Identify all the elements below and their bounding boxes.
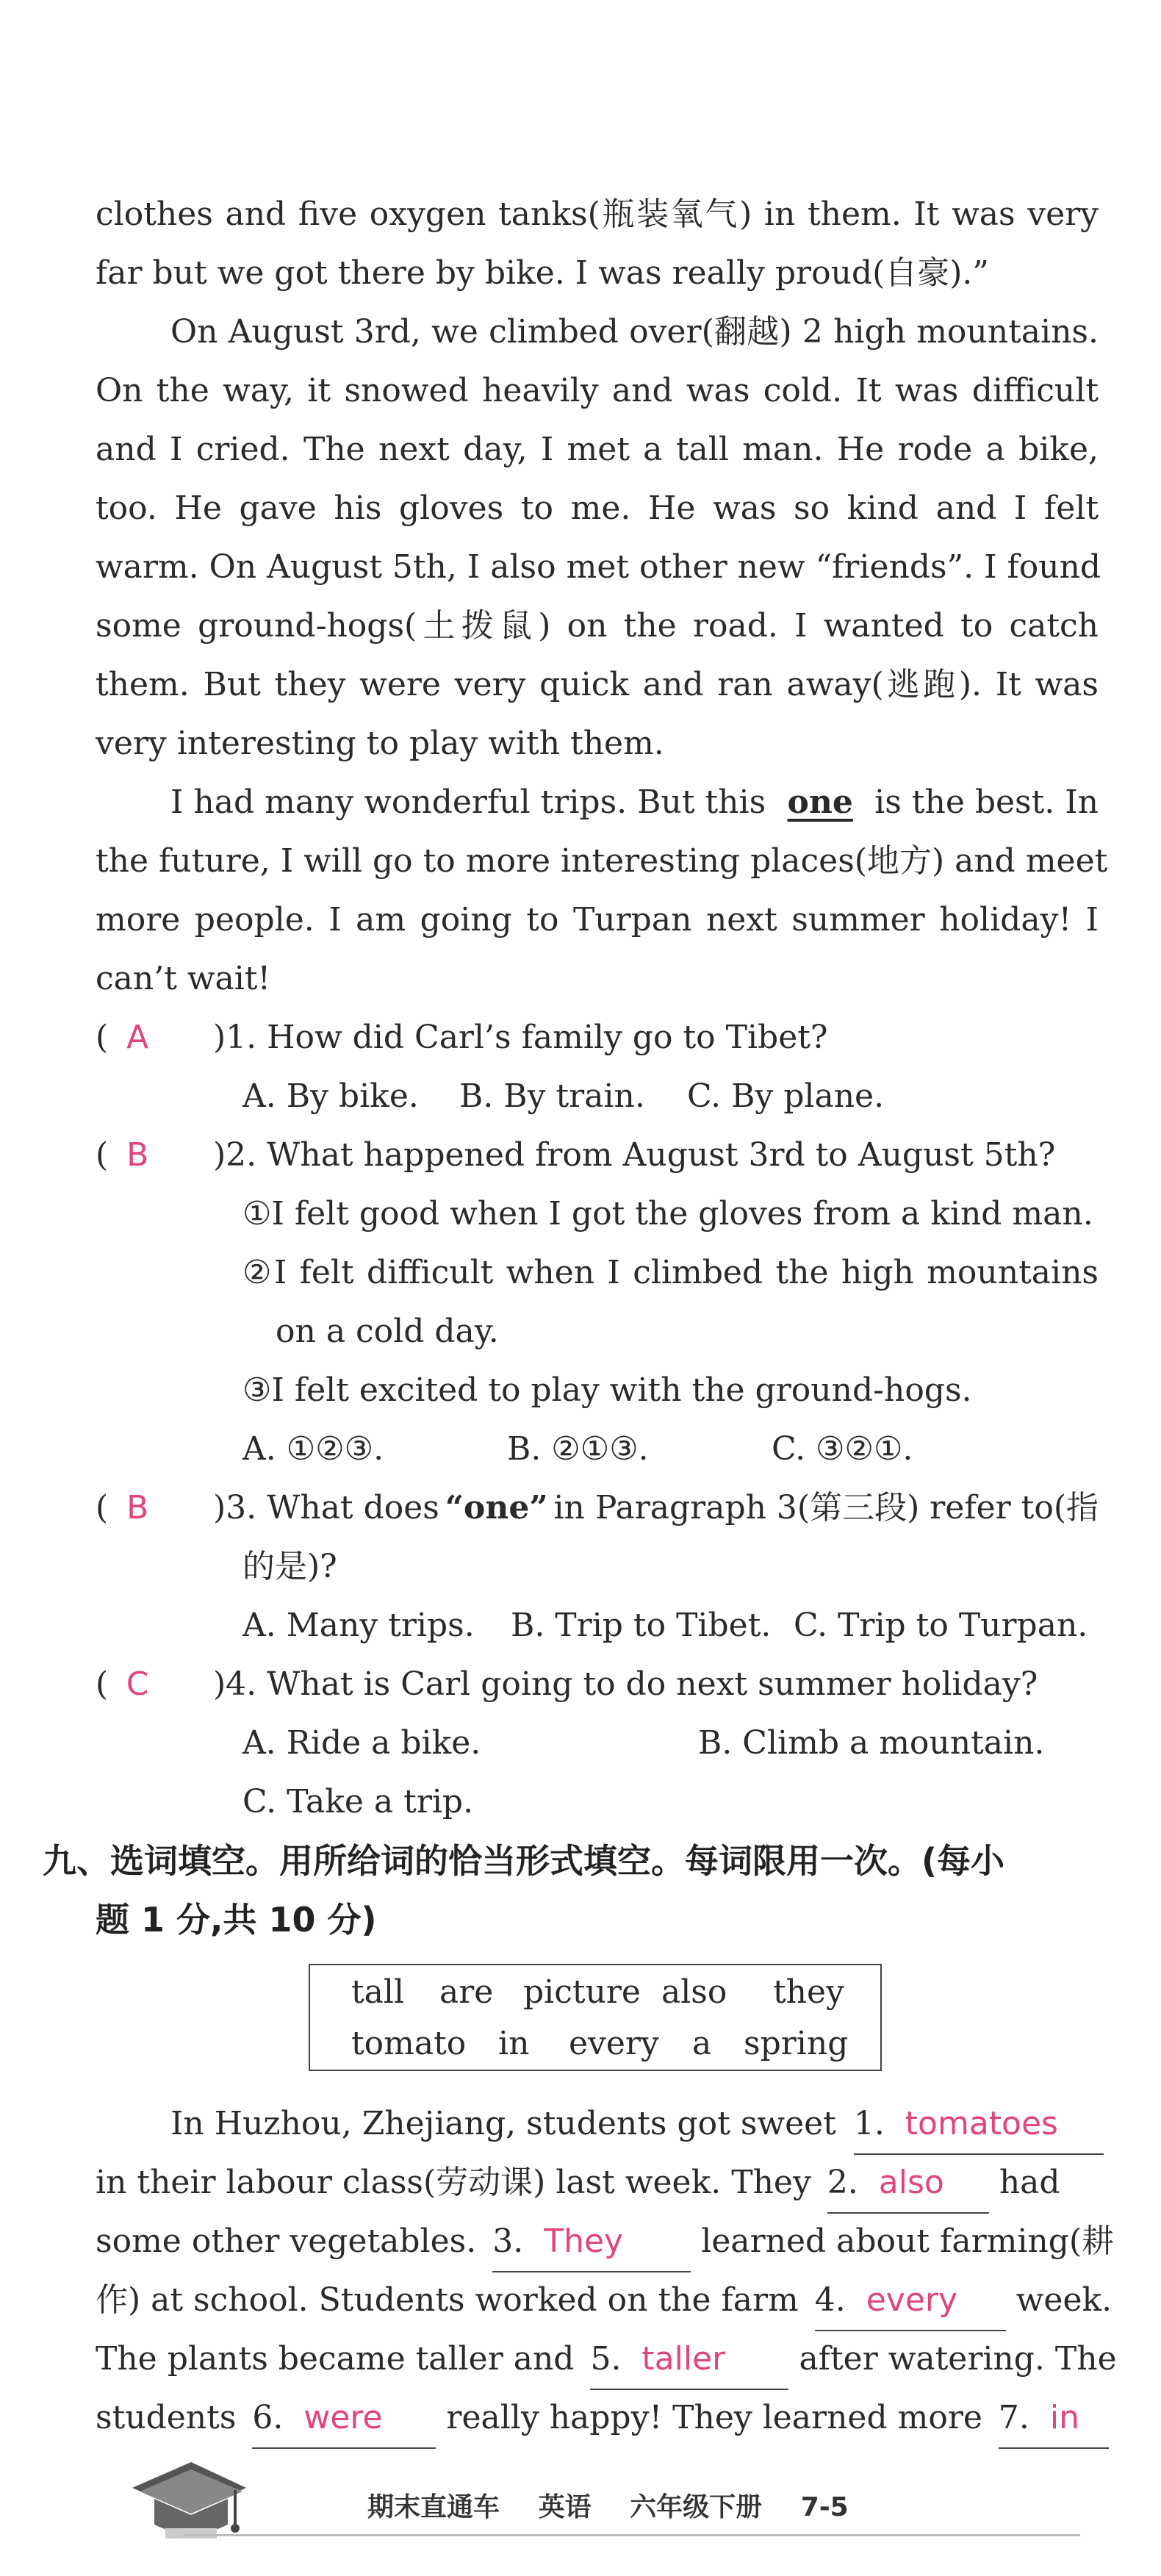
page-footer — [367, 2486, 878, 2530]
passage-line: I had many wonderful trips. But this one is the best. In — [170, 773, 1099, 832]
option-b: B. Trip to Tibet. — [511, 1607, 772, 1644]
blank-2: 2. also — [827, 2153, 989, 2214]
word-bank-box — [309, 1964, 882, 2071]
word-bank-word: picture — [523, 1973, 641, 2011]
fill-line: some other vegetables. 3. They learned about farming(耕 — [96, 2212, 1114, 2272]
option-a: A. Many trips. — [242, 1607, 475, 1644]
question-4-options — [242, 1714, 1044, 1773]
option-a: A. Ride a bike. — [242, 1724, 481, 1762]
answer-4: C — [126, 1665, 149, 1703]
answer-2: B — [126, 1136, 149, 1174]
passage-line: them. But they were very quick and ran away(逃跑). It was — [96, 666, 1099, 703]
passage-line: warm. On August 5th, I also met other new “friends”. I found — [96, 548, 1101, 586]
blank-5: 5. taller — [590, 2330, 788, 2390]
footer-subject: 英语 — [538, 2492, 592, 2522]
blank-answer: were — [303, 2399, 383, 2436]
word-bank-word: tomato — [351, 2025, 467, 2062]
blank-3: 3. They — [492, 2212, 691, 2272]
question-2-options — [242, 1420, 913, 1479]
statement-item: on a cold day. — [276, 1313, 499, 1350]
section-heading: 九、选词填空。用所给词的恰当形式填空。每词限用一次。(每小 — [43, 1841, 1005, 1881]
blank-4: 4. every — [815, 2271, 1006, 2331]
question-3-stem-cont: 的是)? — [242, 1548, 337, 1585]
passage-line: more people. I am going to Turpan next summer holiday! I — [96, 901, 1099, 939]
blank-1: 1. tomatoes — [854, 2095, 1104, 2155]
passage-line: On August 3rd, we climbed over(翻越) 2 high mountains. — [170, 313, 1099, 351]
statement-item: ①I felt good when I got the gloves from a kind man. — [242, 1195, 1093, 1233]
passage-line: very interesting to play with them. — [96, 725, 664, 762]
option-b: B. By train. — [459, 1077, 645, 1115]
word-bank-word: are — [439, 1973, 494, 2011]
statement-item: ②I felt difficult when I climbed the high mountains — [242, 1254, 1099, 1291]
word-bank-word: they — [773, 1973, 844, 2011]
option-c: C. ③②①. — [772, 1430, 913, 1468]
passage-line: some ground-hogs(土拨鼠) on the road. I wanted to catch — [96, 607, 1099, 645]
word-bank-word: also — [661, 1973, 727, 2011]
blank-answer: taller — [641, 2340, 726, 2378]
blank-answer: tomatoes — [905, 2105, 1058, 2142]
fill-line: students 6. were really happy! They learned more 7. in — [96, 2389, 1109, 2449]
passage-line: too. He gave his gloves to me. He was so kind and I felt — [96, 489, 1099, 527]
passage-line: far but we got there by bike. I was really proud(自豪).” — [96, 254, 989, 292]
option-a: A. By bike. — [242, 1077, 419, 1115]
word-bank-word: in — [498, 2025, 530, 2062]
answer-1: A — [126, 1019, 149, 1056]
fill-line: in their labour class(劳动课) last week. They 2. also had — [96, 2153, 1060, 2214]
option-b: B. Climb a mountain. — [698, 1724, 1045, 1762]
option-c: C. Take a trip. — [242, 1783, 474, 1820]
blank-answer: in — [1049, 2399, 1079, 2436]
blank-7: 7. in — [999, 2389, 1109, 2449]
question-3: ( B )3. What does “one” in Paragraph 3(第三段) refer to(指 — [96, 1479, 1099, 1538]
underlined-word-one: one — [787, 783, 853, 821]
footer-page: 7-5 — [800, 2492, 849, 2522]
question-1-options — [242, 1067, 884, 1126]
section-heading-cont: 题 1 分,共 10 分) — [96, 1900, 377, 1940]
blank-answer: every — [866, 2281, 958, 2319]
statement-item: ③I felt excited to play with the ground-hogs. — [242, 1371, 972, 1409]
blank-answer: They — [544, 2222, 624, 2260]
option-a: A. ①②③. — [242, 1430, 384, 1468]
passage-line: On the way, it snowed heavily and was cold. It was difficult — [96, 372, 1099, 409]
passage-line: and I cried. The next day, I met a tall man. He rode a bike, — [96, 431, 1099, 468]
option-c: C. By plane. — [687, 1077, 885, 1115]
answer-3: B — [126, 1489, 149, 1526]
word-bank-word: a — [692, 2025, 712, 2062]
question-4: ( C )4. What is Carl going to do next summer holiday? — [96, 1655, 1038, 1714]
question-1: ( A )1. How did Carl’s family go to Tibet? — [96, 1008, 828, 1067]
passage-line: clothes and five oxygen tanks(瓶装氧气) in them. It was very — [96, 195, 1099, 233]
fill-line: 作) at school. Students worked on the farm 4. every week. — [96, 2271, 1112, 2331]
blank-answer: also — [878, 2164, 944, 2201]
footer-grade: 六年级下册 — [630, 2492, 763, 2522]
blank-6: 6. were — [252, 2389, 436, 2449]
fill-line: In Huzhou, Zhejiang, students got sweet 1. tomatoes — [170, 2095, 1104, 2155]
option-c: C. Trip to Turpan. — [794, 1607, 1088, 1644]
footer-book: 期末直通车 — [367, 2492, 500, 2522]
quoted-word-one: “one” — [445, 1489, 548, 1526]
passage-line: the future, I will go to more interesting places(地方) and meet — [96, 842, 1108, 880]
option-b: B. ②①③. — [507, 1430, 649, 1468]
question-3-options — [242, 1596, 1088, 1655]
passage-line: can’t wait! — [96, 960, 271, 997]
word-bank-word: spring — [744, 2025, 849, 2062]
word-bank-word: every — [569, 2025, 659, 2062]
question-2: ( B )2. What happened from August 3rd to August 5th? — [96, 1126, 1055, 1185]
footer-rule — [184, 2534, 1080, 2536]
fill-line: The plants became taller and 5. taller after watering. The — [96, 2330, 1117, 2390]
word-bank-word: tall — [351, 1973, 405, 2011]
